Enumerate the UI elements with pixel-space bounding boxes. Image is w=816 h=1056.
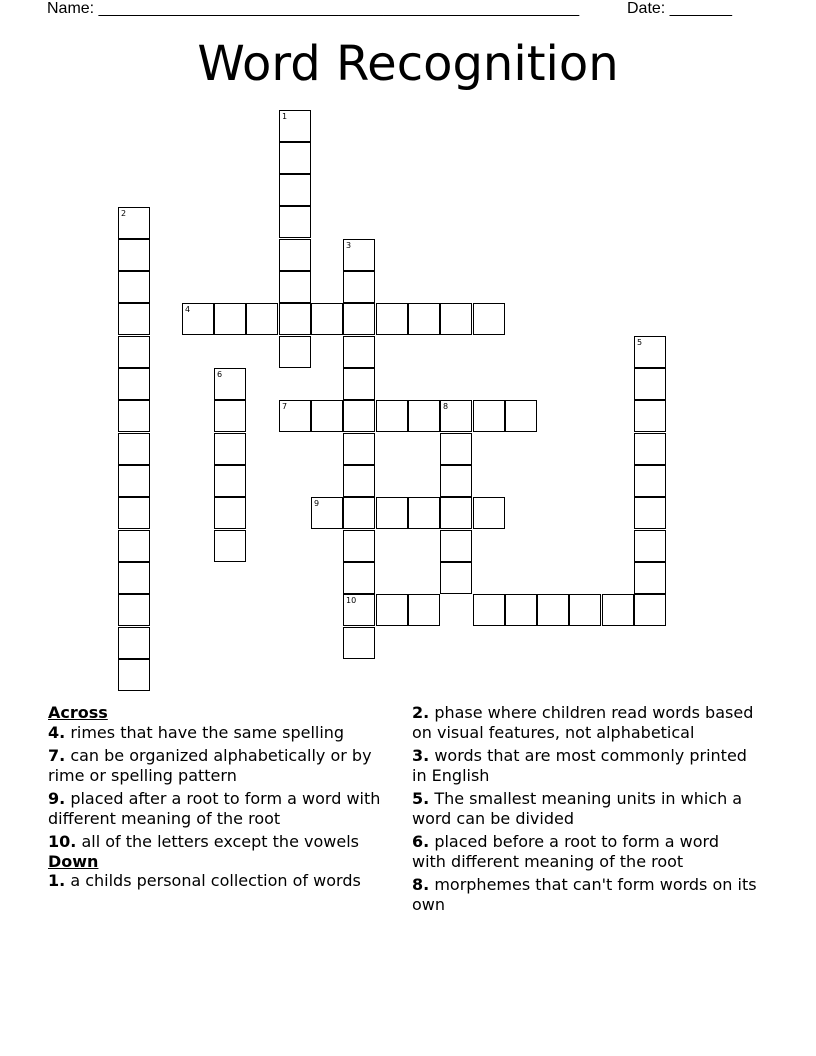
grid-cell[interactable] (118, 497, 150, 529)
grid-cell[interactable] (343, 465, 375, 497)
grid-cell[interactable] (343, 368, 375, 400)
grid-cell[interactable] (473, 594, 505, 626)
clue-across-7: 7. can be organized alphabetically or by rime or spelling pattern (48, 746, 372, 785)
grid-cell[interactable] (118, 239, 150, 271)
grid-cell[interactable] (343, 497, 375, 529)
grid-cell[interactable] (408, 497, 440, 529)
grid-cell[interactable] (343, 433, 375, 465)
grid-cell[interactable] (440, 303, 472, 335)
name-field: Name: ______________________________________________________ (47, 0, 580, 17)
grid-cell[interactable] (214, 465, 246, 497)
cell-number: 4 (185, 305, 191, 314)
grid-cell[interactable] (408, 594, 440, 626)
grid-cell[interactable] (214, 433, 246, 465)
grid-cell[interactable] (473, 303, 505, 335)
clue-across-4: 4. rimes that have the same spelling (48, 722, 345, 742)
grid-cell[interactable] (634, 594, 666, 626)
grid-cell[interactable] (537, 594, 569, 626)
clue-down-3: 3. words that are most commonly printed in English (412, 746, 747, 785)
cell-number: 2 (121, 209, 127, 218)
grid-cell[interactable] (602, 594, 634, 626)
grid-cell[interactable] (311, 400, 343, 432)
grid-cell[interactable] (118, 368, 150, 400)
grid-cell[interactable] (279, 142, 311, 174)
grid-cell[interactable] (279, 239, 311, 271)
grid-cell[interactable] (376, 497, 408, 529)
clue-down-8: 8. morphemes that can't form words on its own (412, 875, 757, 914)
clue-down-6: 6. placed before a root to form a word with different meaning of the root (412, 832, 719, 871)
grid-cell[interactable] (279, 271, 311, 303)
clue-down-1: 1. a childs personal collection of words (48, 871, 361, 890)
clue-down-2: 2. phase where children read words based on visual features, not alphabetical (412, 703, 754, 742)
grid-cell[interactable] (118, 562, 150, 594)
grid-cell[interactable] (214, 530, 246, 562)
grid-cell[interactable] (118, 659, 150, 691)
cell-number: 3 (346, 241, 352, 250)
grid-cell[interactable] (440, 433, 472, 465)
grid-cell[interactable] (343, 303, 375, 335)
grid-cell[interactable] (214, 497, 246, 529)
grid-cell[interactable] (118, 594, 150, 626)
date-field: Date: _______ (627, 0, 732, 17)
cell-number: 9 (314, 499, 320, 508)
grid-cell[interactable] (279, 174, 311, 206)
grid-cell[interactable] (118, 271, 150, 303)
cell-number: 5 (637, 338, 643, 347)
grid-cell[interactable] (634, 530, 666, 562)
grid-cell[interactable] (440, 562, 472, 594)
grid-cell[interactable] (118, 433, 150, 465)
grid-cell[interactable] (376, 594, 408, 626)
across-heading: Across (48, 703, 108, 722)
grid-cell[interactable] (118, 303, 150, 335)
grid-cell[interactable] (343, 336, 375, 368)
grid-cell[interactable] (214, 400, 246, 432)
cell-number: 8 (443, 402, 449, 411)
grid-cell[interactable] (634, 497, 666, 529)
grid-cell[interactable] (505, 400, 537, 432)
grid-cell[interactable] (343, 627, 375, 659)
grid-cell[interactable] (343, 530, 375, 562)
grid-cell[interactable] (311, 303, 343, 335)
clue-list-right (412, 703, 757, 918)
cell-number: 6 (217, 370, 223, 379)
grid-cell[interactable] (440, 465, 472, 497)
grid-cell[interactable] (634, 433, 666, 465)
grid-cell[interactable] (634, 368, 666, 400)
grid-cell[interactable] (343, 271, 375, 303)
grid-cell[interactable] (279, 206, 311, 238)
grid-cell[interactable] (279, 303, 311, 335)
grid-cell[interactable] (118, 627, 150, 659)
cell-number: 1 (282, 112, 288, 121)
grid-cell[interactable] (569, 594, 601, 626)
grid-cell[interactable] (408, 303, 440, 335)
clue-down-5: 5. The smallest meaning units in which a word can be divided (412, 789, 743, 828)
grid-cell[interactable] (118, 530, 150, 562)
cell-number: 10 (346, 596, 357, 605)
grid-cell[interactable] (634, 562, 666, 594)
page-title: Word Recognition (197, 36, 619, 92)
grid-cell[interactable] (343, 400, 375, 432)
grid-cell[interactable] (376, 400, 408, 432)
grid-cell[interactable] (408, 400, 440, 432)
grid-cell[interactable] (118, 465, 150, 497)
grid-cell[interactable] (473, 400, 505, 432)
clue-across-10: 10. all of the letters except the vowels (48, 832, 359, 851)
grid-cell[interactable] (440, 497, 472, 529)
grid-cell[interactable] (246, 303, 278, 335)
grid-cell[interactable] (505, 594, 537, 626)
grid-cell[interactable] (473, 497, 505, 529)
grid-cell[interactable] (634, 400, 666, 432)
grid-cell[interactable] (634, 465, 666, 497)
grid-cell[interactable] (118, 336, 150, 368)
cell-number: 7 (282, 402, 288, 411)
grid-cell[interactable] (376, 303, 408, 335)
clue-list-left (48, 703, 393, 895)
grid-cell[interactable] (118, 400, 150, 432)
down-heading: Down (48, 851, 99, 871)
grid-cell[interactable] (343, 562, 375, 594)
grid-cell[interactable] (214, 303, 246, 335)
clue-across-9: 9. placed after a root to form a word with different meaning of the root (48, 789, 381, 828)
grid-cell[interactable] (440, 530, 472, 562)
grid-cell[interactable] (279, 336, 311, 368)
